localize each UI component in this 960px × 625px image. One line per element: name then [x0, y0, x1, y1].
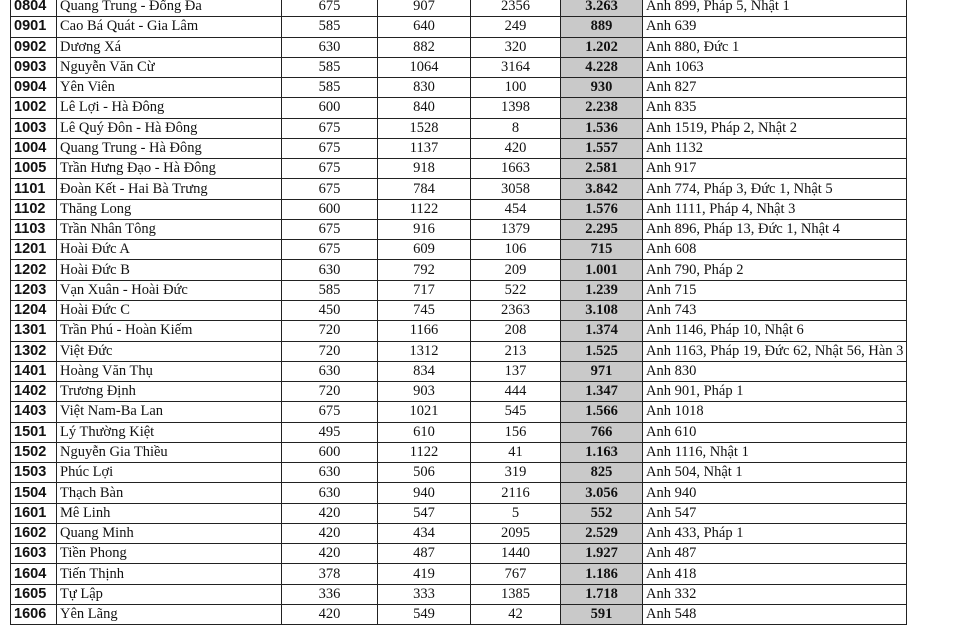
language-cell: Anh 896, Pháp 13, Đức 1, Nhật 4 [643, 219, 907, 239]
total-cell: 1.186 [561, 564, 643, 584]
school-code-cell: 0904 [11, 78, 57, 98]
table-row [11, 442, 907, 462]
language-cell: Anh 1018 [643, 402, 907, 422]
quota-cell: 600 [282, 442, 378, 462]
second-choice-cell: 106 [471, 240, 561, 260]
language-cell: Anh 901, Pháp 1 [643, 382, 907, 402]
table-row [11, 199, 907, 219]
first-choice-cell: 830 [378, 78, 471, 98]
school-name-cell: Thăng Long [57, 199, 282, 219]
school-name-cell: Tự Lập [57, 584, 282, 604]
first-choice-cell: 882 [378, 37, 471, 57]
table-row [11, 463, 907, 483]
school-code-cell: 1402 [11, 382, 57, 402]
second-choice-cell: 320 [471, 37, 561, 57]
second-choice-cell: 2363 [471, 300, 561, 320]
total-cell: 1.566 [561, 402, 643, 422]
first-choice-cell: 784 [378, 179, 471, 199]
language-cell: Anh 487 [643, 544, 907, 564]
total-cell: 1.718 [561, 584, 643, 604]
total-cell: 825 [561, 463, 643, 483]
total-cell: 1.927 [561, 544, 643, 564]
total-cell: 4.228 [561, 57, 643, 77]
language-cell: Anh 830 [643, 361, 907, 381]
first-choice-cell: 506 [378, 463, 471, 483]
school-code-cell: 1204 [11, 300, 57, 320]
language-cell: Anh 433, Pháp 1 [643, 523, 907, 543]
total-cell: 1.374 [561, 321, 643, 341]
language-cell: Anh 547 [643, 503, 907, 523]
quota-cell: 420 [282, 544, 378, 564]
table-row [11, 564, 907, 584]
first-choice-cell: 609 [378, 240, 471, 260]
first-choice-cell: 834 [378, 361, 471, 381]
school-name-cell: Lê Lợi - Hà Đông [57, 98, 282, 118]
total-cell: 591 [561, 604, 643, 624]
total-cell: 552 [561, 503, 643, 523]
school-code-cell: 1002 [11, 98, 57, 118]
quota-cell: 675 [282, 402, 378, 422]
language-cell: Anh 743 [643, 300, 907, 320]
first-choice-cell: 1166 [378, 321, 471, 341]
second-choice-cell: 454 [471, 199, 561, 219]
language-cell: Anh 548 [643, 604, 907, 624]
school-name-cell: Vạn Xuân - Hoài Đức [57, 280, 282, 300]
school-code-cell: 1003 [11, 118, 57, 138]
second-choice-cell: 2356 [471, 0, 561, 17]
quota-cell: 720 [282, 382, 378, 402]
language-cell: Anh 504, Nhật 1 [643, 463, 907, 483]
table-row [11, 0, 907, 17]
school-code-cell: 1401 [11, 361, 57, 381]
table-row [11, 280, 907, 300]
total-cell: 1.202 [561, 37, 643, 57]
quota-cell: 675 [282, 179, 378, 199]
table-row [11, 604, 907, 624]
table-row [11, 98, 907, 118]
quota-cell: 720 [282, 341, 378, 361]
first-choice-cell: 434 [378, 523, 471, 543]
total-cell: 3.056 [561, 483, 643, 503]
first-choice-cell: 549 [378, 604, 471, 624]
second-choice-cell: 767 [471, 564, 561, 584]
second-choice-cell: 1398 [471, 98, 561, 118]
total-cell: 1.347 [561, 382, 643, 402]
language-cell: Anh 774, Pháp 3, Đức 1, Nhật 5 [643, 179, 907, 199]
school-name-cell: Lê Quý Đôn - Hà Đông [57, 118, 282, 138]
table-row [11, 78, 907, 98]
table-row [11, 300, 907, 320]
second-choice-cell: 209 [471, 260, 561, 280]
first-choice-cell: 640 [378, 17, 471, 37]
quota-cell: 585 [282, 78, 378, 98]
school-name-cell: Hoài Đức C [57, 300, 282, 320]
language-cell: Anh 1063 [643, 57, 907, 77]
school-name-cell: Đoàn Kết - Hai Bà Trưng [57, 179, 282, 199]
total-cell: 1.239 [561, 280, 643, 300]
language-cell: Anh 639 [643, 17, 907, 37]
school-code-cell: 1601 [11, 503, 57, 523]
school-name-cell: Quang Trung - Hà Đông [57, 138, 282, 158]
first-choice-cell: 792 [378, 260, 471, 280]
quota-cell: 585 [282, 17, 378, 37]
first-choice-cell: 610 [378, 422, 471, 442]
quota-cell: 630 [282, 260, 378, 280]
language-cell: Anh 835 [643, 98, 907, 118]
second-choice-cell: 213 [471, 341, 561, 361]
school-name-cell: Yên Lãng [57, 604, 282, 624]
language-cell: Anh 1519, Pháp 2, Nhật 2 [643, 118, 907, 138]
school-code-cell: 1602 [11, 523, 57, 543]
school-code-cell: 1503 [11, 463, 57, 483]
quota-cell: 675 [282, 118, 378, 138]
school-code-cell: 1604 [11, 564, 57, 584]
total-cell: 1.001 [561, 260, 643, 280]
school-name-cell: Quang Trung - Đống Đa [57, 0, 282, 17]
school-code-cell: 1102 [11, 199, 57, 219]
quota-cell: 420 [282, 604, 378, 624]
second-choice-cell: 156 [471, 422, 561, 442]
quota-cell: 675 [282, 159, 378, 179]
table-row [11, 57, 907, 77]
first-choice-cell: 487 [378, 544, 471, 564]
second-choice-cell: 319 [471, 463, 561, 483]
quota-cell: 630 [282, 361, 378, 381]
table-row [11, 179, 907, 199]
table-row [11, 523, 907, 543]
school-name-cell: Quang Minh [57, 523, 282, 543]
second-choice-cell: 522 [471, 280, 561, 300]
total-cell: 1.163 [561, 442, 643, 462]
school-name-cell: Nguyễn Văn Cừ [57, 57, 282, 77]
quota-cell: 450 [282, 300, 378, 320]
table-row [11, 402, 907, 422]
first-choice-cell: 333 [378, 584, 471, 604]
table-row [11, 260, 907, 280]
quota-cell: 630 [282, 37, 378, 57]
total-cell: 2.238 [561, 98, 643, 118]
table-row [11, 17, 907, 37]
second-choice-cell: 41 [471, 442, 561, 462]
school-code-cell: 0804 [11, 0, 57, 17]
total-cell: 766 [561, 422, 643, 442]
first-choice-cell: 1064 [378, 57, 471, 77]
second-choice-cell: 2095 [471, 523, 561, 543]
school-code-cell: 1302 [11, 341, 57, 361]
quota-cell: 420 [282, 503, 378, 523]
school-code-cell: 1004 [11, 138, 57, 158]
school-name-cell: Tiến Thịnh [57, 564, 282, 584]
school-name-cell: Hoàng Văn Thụ [57, 361, 282, 381]
table-row [11, 159, 907, 179]
language-cell: Anh 715 [643, 280, 907, 300]
school-name-cell: Hoài Đức A [57, 240, 282, 260]
language-cell: Anh 917 [643, 159, 907, 179]
school-code-cell: 0901 [11, 17, 57, 37]
quota-cell: 378 [282, 564, 378, 584]
first-choice-cell: 547 [378, 503, 471, 523]
language-cell: Anh 827 [643, 78, 907, 98]
table-row [11, 503, 907, 523]
school-code-cell: 1603 [11, 544, 57, 564]
total-cell: 3.108 [561, 300, 643, 320]
first-choice-cell: 717 [378, 280, 471, 300]
language-cell: Anh 1111, Pháp 4, Nhật 3 [643, 199, 907, 219]
school-code-cell: 1202 [11, 260, 57, 280]
table-row [11, 321, 907, 341]
school-name-cell: Dương Xá [57, 37, 282, 57]
language-cell: Anh 899, Pháp 5, Nhật 1 [643, 0, 907, 17]
school-code-cell: 1201 [11, 240, 57, 260]
total-cell: 971 [561, 361, 643, 381]
school-code-cell: 1103 [11, 219, 57, 239]
quota-cell: 600 [282, 199, 378, 219]
table-row [11, 37, 907, 57]
school-name-cell: Việt Nam-Ba Lan [57, 402, 282, 422]
total-cell: 1.536 [561, 118, 643, 138]
second-choice-cell: 3058 [471, 179, 561, 199]
second-choice-cell: 1440 [471, 544, 561, 564]
quota-cell: 675 [282, 138, 378, 158]
total-cell: 889 [561, 17, 643, 37]
total-cell: 715 [561, 240, 643, 260]
school-code-cell: 1606 [11, 604, 57, 624]
school-name-cell: Trần Hưng Đạo - Hà Đông [57, 159, 282, 179]
school-code-cell: 1101 [11, 179, 57, 199]
second-choice-cell: 2116 [471, 483, 561, 503]
second-choice-cell: 1379 [471, 219, 561, 239]
first-choice-cell: 419 [378, 564, 471, 584]
second-choice-cell: 137 [471, 361, 561, 381]
language-cell: Anh 418 [643, 564, 907, 584]
table-row [11, 341, 907, 361]
quota-cell: 675 [282, 240, 378, 260]
quota-cell: 675 [282, 219, 378, 239]
school-code-cell: 0903 [11, 57, 57, 77]
language-cell: Anh 1146, Pháp 10, Nhật 6 [643, 321, 907, 341]
school-code-cell: 1501 [11, 422, 57, 442]
second-choice-cell: 545 [471, 402, 561, 422]
second-choice-cell: 1663 [471, 159, 561, 179]
table-row [11, 361, 907, 381]
total-cell: 2.295 [561, 219, 643, 239]
table-row [11, 240, 907, 260]
quota-cell: 600 [282, 98, 378, 118]
total-cell: 1.576 [561, 199, 643, 219]
second-choice-cell: 8 [471, 118, 561, 138]
school-code-cell: 1403 [11, 402, 57, 422]
quota-cell: 420 [282, 523, 378, 543]
school-name-cell: Cao Bá Quát - Gia Lâm [57, 17, 282, 37]
total-cell: 1.525 [561, 341, 643, 361]
table-row [11, 584, 907, 604]
school-name-cell: Lý Thường Kiệt [57, 422, 282, 442]
language-cell: Anh 332 [643, 584, 907, 604]
second-choice-cell: 100 [471, 78, 561, 98]
school-name-cell: Tiền Phong [57, 544, 282, 564]
school-code-cell: 1203 [11, 280, 57, 300]
table-row [11, 118, 907, 138]
table-row [11, 138, 907, 158]
table-row [11, 483, 907, 503]
second-choice-cell: 208 [471, 321, 561, 341]
school-name-cell: Nguyễn Gia Thiều [57, 442, 282, 462]
table-row [11, 219, 907, 239]
first-choice-cell: 940 [378, 483, 471, 503]
second-choice-cell: 5 [471, 503, 561, 523]
language-cell: Anh 608 [643, 240, 907, 260]
second-choice-cell: 444 [471, 382, 561, 402]
school-code-cell: 1301 [11, 321, 57, 341]
total-cell: 1.557 [561, 138, 643, 158]
first-choice-cell: 1122 [378, 442, 471, 462]
quota-cell: 630 [282, 463, 378, 483]
first-choice-cell: 918 [378, 159, 471, 179]
school-name-cell: Yên Viên [57, 78, 282, 98]
quota-cell: 720 [282, 321, 378, 341]
total-cell: 930 [561, 78, 643, 98]
first-choice-cell: 1021 [378, 402, 471, 422]
school-name-cell: Trương Định [57, 382, 282, 402]
quota-cell: 630 [282, 483, 378, 503]
school-name-cell: Việt Đức [57, 341, 282, 361]
first-choice-cell: 1137 [378, 138, 471, 158]
school-code-cell: 1605 [11, 584, 57, 604]
total-cell: 3.842 [561, 179, 643, 199]
language-cell: Anh 610 [643, 422, 907, 442]
first-choice-cell: 1528 [378, 118, 471, 138]
school-name-cell: Trần Phú - Hoàn Kiếm [57, 321, 282, 341]
first-choice-cell: 745 [378, 300, 471, 320]
language-cell: Anh 940 [643, 483, 907, 503]
language-cell: Anh 790, Pháp 2 [643, 260, 907, 280]
quota-cell: 495 [282, 422, 378, 442]
second-choice-cell: 420 [471, 138, 561, 158]
admission-table [10, 0, 907, 625]
first-choice-cell: 1312 [378, 341, 471, 361]
quota-cell: 585 [282, 57, 378, 77]
second-choice-cell: 1385 [471, 584, 561, 604]
language-cell: Anh 1116, Nhật 1 [643, 442, 907, 462]
first-choice-cell: 903 [378, 382, 471, 402]
school-code-cell: 0902 [11, 37, 57, 57]
second-choice-cell: 3164 [471, 57, 561, 77]
table-body [11, 0, 907, 625]
language-cell: Anh 1163, Pháp 19, Đức 62, Nhật 56, Hàn 3 [643, 341, 907, 361]
quota-cell: 675 [282, 0, 378, 17]
first-choice-cell: 1122 [378, 199, 471, 219]
table-row [11, 422, 907, 442]
first-choice-cell: 907 [378, 0, 471, 17]
school-code-cell: 1502 [11, 442, 57, 462]
school-name-cell: Thạch Bàn [57, 483, 282, 503]
total-cell: 3.263 [561, 0, 643, 17]
school-name-cell: Trần Nhân Tông [57, 219, 282, 239]
school-code-cell: 1504 [11, 483, 57, 503]
language-cell: Anh 1132 [643, 138, 907, 158]
school-name-cell: Hoài Đức B [57, 260, 282, 280]
total-cell: 2.529 [561, 523, 643, 543]
school-code-cell: 1005 [11, 159, 57, 179]
first-choice-cell: 840 [378, 98, 471, 118]
total-cell: 2.581 [561, 159, 643, 179]
table-row [11, 544, 907, 564]
school-name-cell: Mê Linh [57, 503, 282, 523]
second-choice-cell: 249 [471, 17, 561, 37]
language-cell: Anh 880, Đức 1 [643, 37, 907, 57]
quota-cell: 585 [282, 280, 378, 300]
table-row [11, 382, 907, 402]
first-choice-cell: 916 [378, 219, 471, 239]
school-name-cell: Phúc Lợi [57, 463, 282, 483]
quota-cell: 336 [282, 584, 378, 604]
second-choice-cell: 42 [471, 604, 561, 624]
